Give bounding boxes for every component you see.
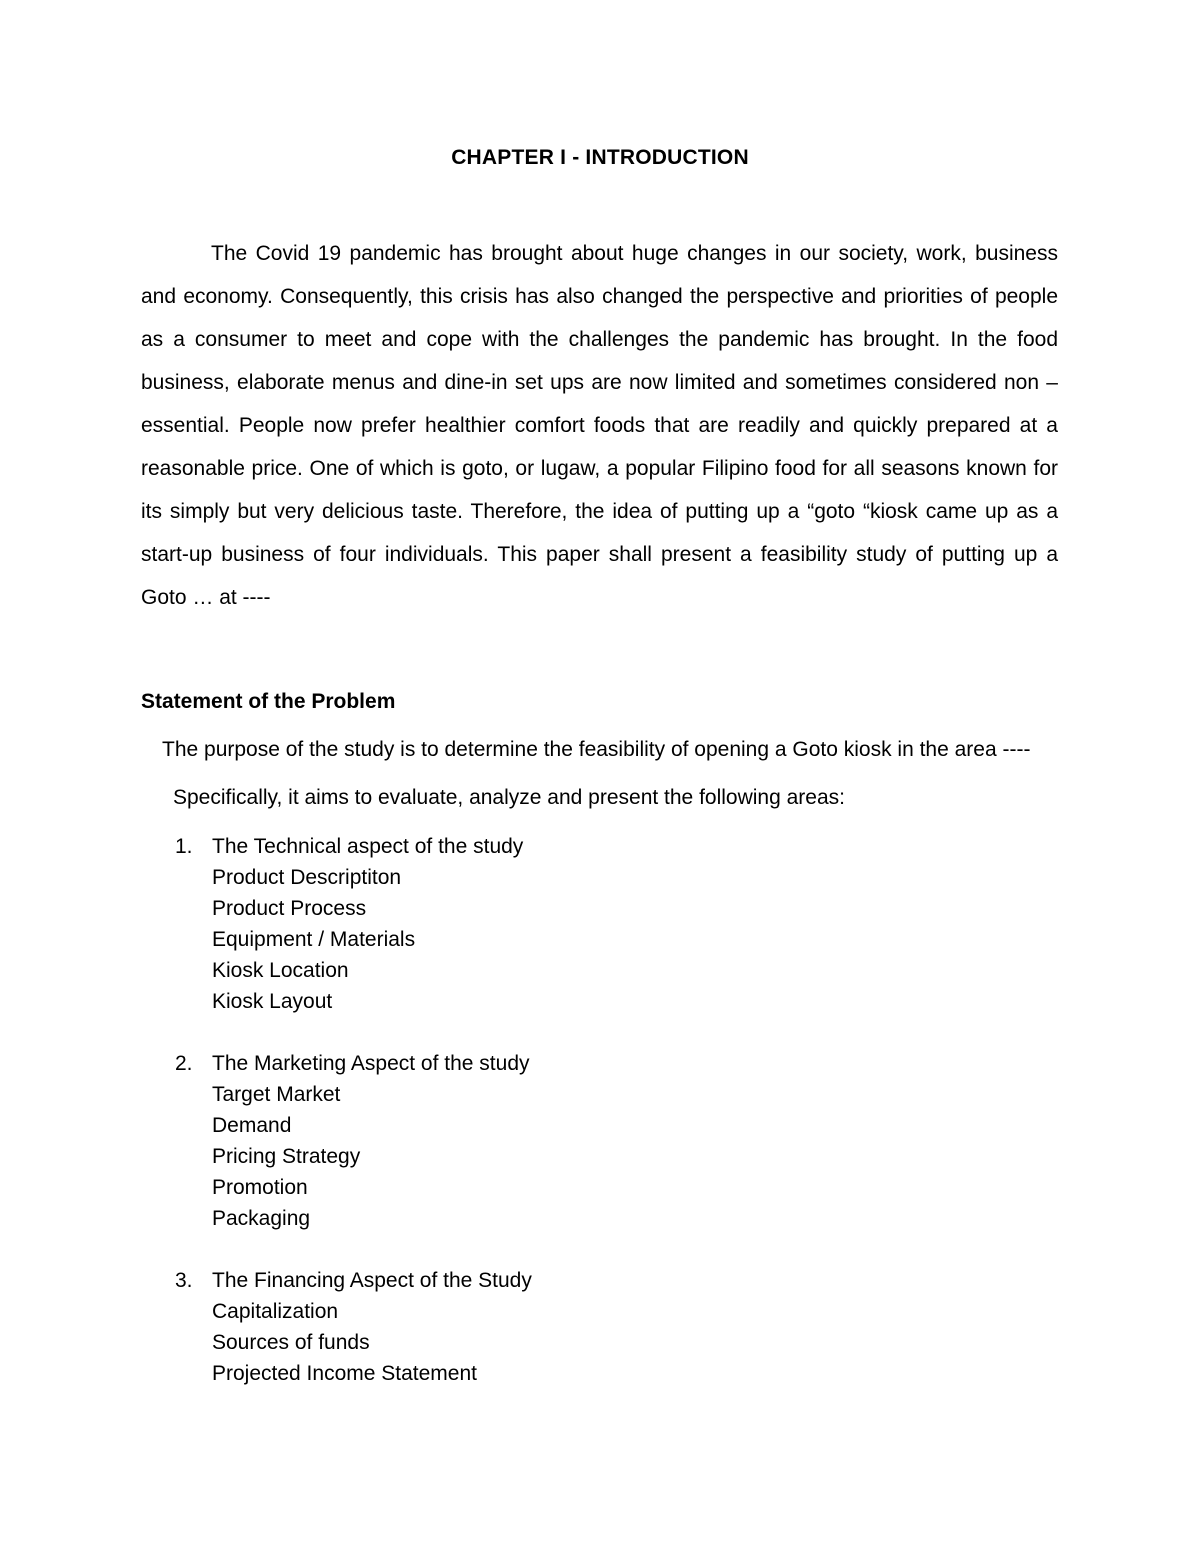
area-item (0, 986, 1200, 1017)
section-heading: Statement of the Problem (141, 690, 396, 713)
area-item-text: Equipment / Materials (212, 928, 416, 951)
area-item (0, 1079, 1200, 1110)
area-number: 3. (175, 1269, 193, 1292)
area-item (0, 1141, 1200, 1172)
chapter-title: CHAPTER I - INTRODUCTION (451, 146, 749, 169)
area-item-text: Kiosk Location (212, 959, 349, 982)
area-item-text: Promotion (212, 1176, 308, 1199)
area-title-line (0, 1048, 1200, 1079)
area-item-text: Pricing Strategy (212, 1145, 361, 1168)
area-item (0, 955, 1200, 986)
area-item-text: Product Process (212, 897, 367, 920)
area-marketing (0, 1048, 1200, 1234)
area-title-line (0, 831, 1200, 862)
area-title: The Marketing Aspect of the study (212, 1052, 530, 1075)
area-item-text: Capitalization (212, 1300, 339, 1323)
area-item (0, 893, 1200, 924)
area-title: The Technical aspect of the study (212, 835, 524, 858)
purpose-text: The purpose of the study is to determine the feasibility of opening a Goto kiosk in the area ---- (162, 738, 1031, 761)
area-item-text: Projected Income Statement (212, 1362, 477, 1385)
area-item (0, 862, 1200, 893)
area-number: 2. (175, 1052, 193, 1075)
area-item-text: Sources of funds (212, 1331, 370, 1354)
areas-list (0, 831, 1200, 1420)
area-item (0, 1296, 1200, 1327)
intro-paragraph: The Covid 19 pandemic has brought about huge changes in our society, work, business and economy. Consequently, this crisis has also changed the perspective and priorities of people as a consumer to meet and cope with the challenges the pandemic has brought. In the food business, elaborate menus and dine-in set ups are now limited and sometimes considered non – essential. People now prefer healthier comfort foods that are readily and quickly prepared at a reasonable price. One of which is goto, or lugaw, a popular Filipino food for all seasons known for its simply but very delicious taste. Therefore, the idea of putting up a “goto “kiosk came up as a start-up business of four individuals. This paper shall present a feasibility study of putting up a Goto … at ---- (141, 242, 1058, 609)
area-item-text: Target Market (212, 1083, 341, 1106)
area-title: The Financing Aspect of the Study (212, 1269, 532, 1292)
area-item (0, 924, 1200, 955)
area-item (0, 1327, 1200, 1358)
area-title-line (0, 1265, 1200, 1296)
area-item-text: Product Descriptiton (212, 866, 402, 889)
area-technical (0, 831, 1200, 1017)
area-item-text: Demand (212, 1114, 292, 1137)
area-item (0, 1203, 1200, 1234)
area-item-text: Kiosk Layout (212, 990, 333, 1013)
area-number: 1. (175, 835, 193, 858)
area-item-text: Packaging (212, 1207, 311, 1230)
area-item (0, 1172, 1200, 1203)
area-financing (0, 1265, 1200, 1389)
area-item (0, 1110, 1200, 1141)
specific-text: Specifically, it aims to evaluate, analyze and present the following areas: (173, 786, 845, 809)
area-item (0, 1358, 1200, 1389)
